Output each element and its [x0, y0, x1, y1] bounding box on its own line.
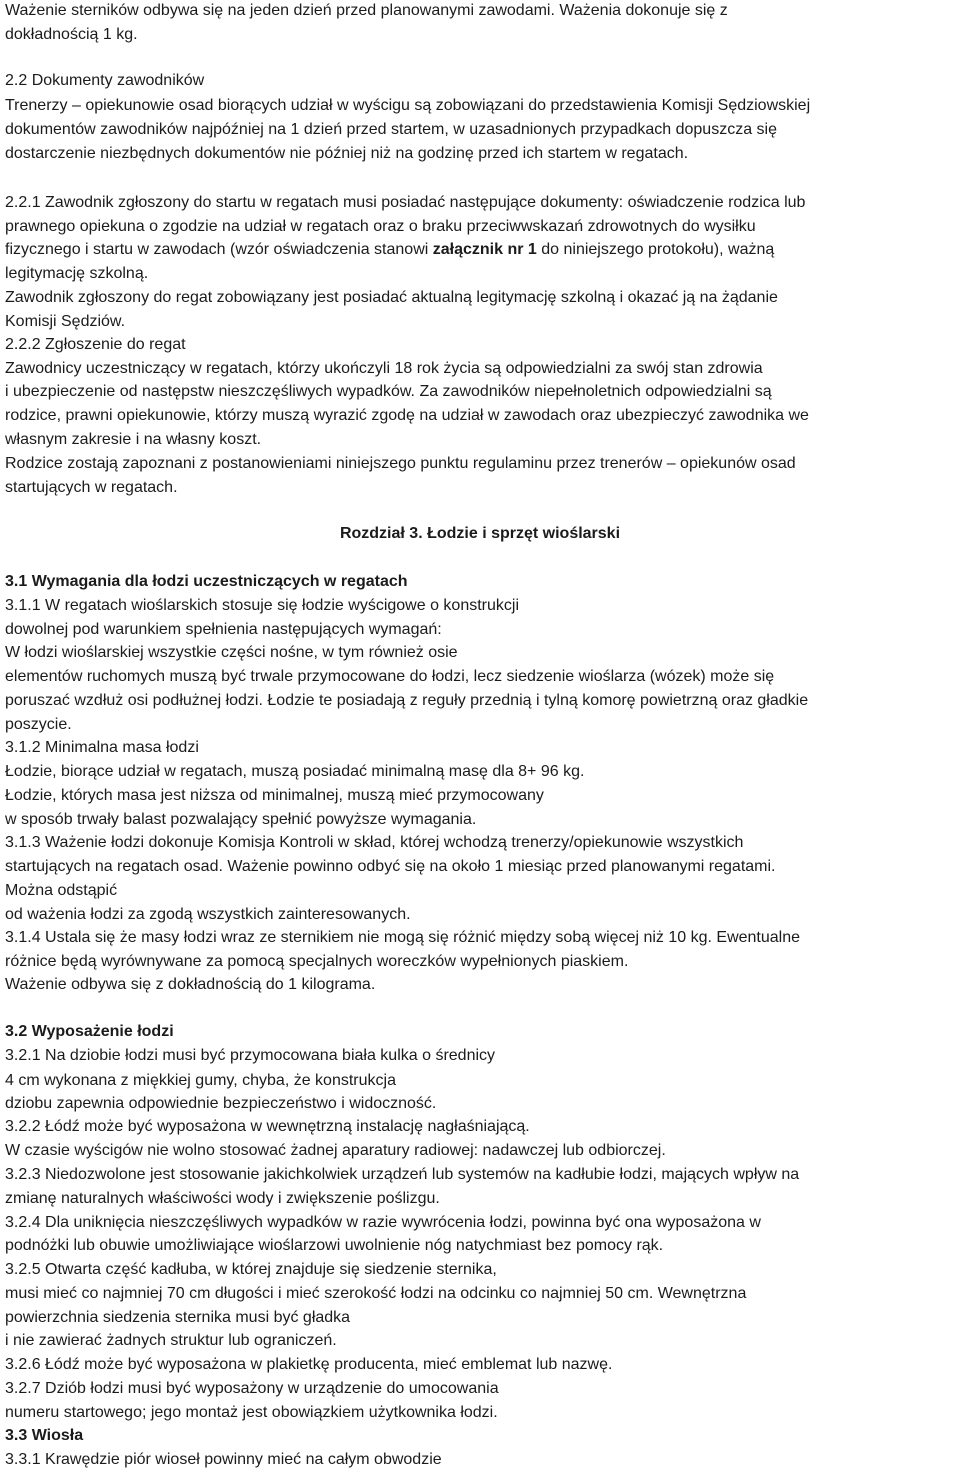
text-line: Można odstąpić — [5, 882, 118, 899]
text-line: rodzice, prawni opiekunowie, którzy muszą wyrazić zgodę na udział w zawodach oraz ubezpieczyć zawodnika we — [5, 407, 809, 424]
text-line: startujących na regatach osad. Ważenie powinno odbyć się na około 1 miesiąc przed planowanymi regatami. — [5, 858, 776, 875]
text-span: fizycznego i startu w zawodach (wzór oświadczenia stanowi — [5, 241, 433, 258]
text-line: 3.2.5 Otwarta część kadłuba, w której znajduje się siedzenie sternika, — [5, 1261, 497, 1278]
text-line: 3.1.1 W regatach wioślarskich stosuje się łodzie wyścigowe o konstrukcji — [5, 597, 519, 614]
text-line: elementów ruchomych muszą być trwale przymocowane do łodzi, lecz siedzenie wioślarza (wózek) może się — [5, 668, 775, 685]
text-line: dostarczenie niezbędnych dokumentów nie później niż na godzinę przed ich startem w regatach. — [5, 145, 689, 162]
text-line: 3.2.7 Dziób łodzi musi być wyposażony w urządzenie do umocowania — [5, 1380, 499, 1397]
text-line: numeru startowego; jego montaż jest obowiązkiem użytkownika łodzi. — [5, 1404, 498, 1421]
text-line: legitymację szkolną. — [5, 265, 149, 282]
text-line: 2.2.1 Zawodnik zgłoszony do startu w regatach musi posiadać następujące dokumenty: oświadczenie rodzica lub — [5, 194, 806, 211]
text-line: poszycie. — [5, 716, 72, 733]
text-line: Ważenie odbywa się z dokładnością do 1 kilograma. — [5, 976, 376, 993]
text-line: dziobu zapewnia odpowiednie bezpieczeństwo i widoczność. — [5, 1095, 437, 1112]
text-line: 3.2.1 Na dziobie łodzi musi być przymocowana biała kulka o średnicy — [5, 1047, 496, 1064]
text-line: 3.2.3 Niedozwolone jest stosowanie jakichkolwiek urządzeń lub systemów na kadłubie łodzi, mających wpływ na — [5, 1166, 800, 1183]
section-heading: 3.1 Wymagania dla łodzi uczestniczących w regatach — [5, 573, 408, 590]
text-line: powierzchnia siedzenia sternika musi być gładka — [5, 1309, 351, 1326]
text-line: 3.2.2 Łódź może być wyposażona w wewnętrzną instalację nagłaśniającą. — [5, 1118, 530, 1135]
text-line: Łodzie, biorące udział w regatach, muszą posiadać minimalną masę dla 8+ 96 kg. — [5, 763, 585, 780]
text-line: prawnego opiekuna o zgodzie na udział w regatach oraz o braku przeciwwskazań zdrowotnych do wysiłku — [5, 218, 756, 235]
text-line: poruszać wzdłuż osi podłużnej łodzi. Łodzie te posiadają z reguły przednią i tylną komorę powietrzną oraz gładkie — [5, 692, 809, 709]
text-line: różnice będą wyrównywane za pomocą specjalnych woreczków wypełnionych piaskiem. — [5, 953, 629, 970]
text-line: podnóżki lub obuwie umożliwiające wioślarzowi uwolnienie nóg natychmiast bez pomocy rąk. — [5, 1237, 664, 1254]
section-heading: 2.2 Dokumenty zawodników — [5, 72, 205, 89]
text-line: Trenerzy – opiekunowie osad biorących udział w wyścigu są zobowiązani do przedstawienia Komisji Sędziowskiej — [5, 97, 811, 114]
text-line: Łodzie, których masa jest niższa od minimalnej, muszą mieć przymocowany — [5, 787, 544, 804]
text-line: W łodzi wioślarskiej wszystkie części nośne, w tym również osie — [5, 644, 458, 661]
text-line: 4 cm wykonana z miękkiej gumy, chyba, że konstrukcja — [5, 1072, 396, 1089]
section-heading: 2.2.2 Zgłoszenie do regat — [5, 336, 186, 353]
section-heading: 3.3 Wiosła — [5, 1427, 84, 1444]
text-line: Komisji Sędziów. — [5, 313, 126, 330]
text-line: W czasie wyścigów nie wolno stosować żadnej aparatury radiowej: nadawczej lub odbiorczej. — [5, 1142, 666, 1159]
chapter-heading: Rozdział 3. Łodzie i sprzęt wioślarski — [339, 525, 621, 542]
text-line: i nie zawierać żadnych struktur lub ograniczeń. — [5, 1332, 337, 1349]
text-line: dowolnej pod warunkiem spełnienia następujących wymagań: — [5, 621, 442, 638]
text-line: od ważenia łodzi za zgodą wszystkich zainteresowanych. — [5, 906, 411, 923]
text-line: startujących w regatach. — [5, 479, 178, 496]
attachment-reference: załącznik nr 1 — [432, 241, 537, 258]
text-line: własnym zakresie i na własny koszt. — [5, 431, 262, 448]
text-line: 3.3.1 Krawędzie piór wioseł powinny mieć na całym obwodzie — [5, 1451, 442, 1468]
text-line: zmianę naturalnych właściwości wody i zwiększenie poślizgu. — [5, 1190, 440, 1207]
text-line: w sposób trwały balast pozwalający spełnić powyższe wymagania. — [5, 811, 477, 828]
text-line: 3.2.6 Łódź może być wyposażona w plakietkę producenta, mieć emblemat lub nazwę. — [5, 1356, 613, 1373]
section-heading: 3.2 Wyposażenie łodzi — [5, 1023, 174, 1040]
text-line: Zawodnicy uczestniczący w regatach, którzy ukończyli 18 rok życia są odpowiedzialni za swój stan zdrowia — [5, 360, 763, 377]
text-line: Zawodnik zgłoszony do regat zobowiązany jest posiadać aktualną legitymację szkolną i okazać ją na żądanie — [5, 289, 778, 306]
text-span: do niniejszego protokołu), ważną — [536, 241, 775, 258]
text-line: Rodzice zostają zapoznani z postanowieniami niniejszego punktu regulaminu przez trenerów – opiekunów osad — [5, 455, 796, 472]
text-line: 3.2.4 Dla uniknięcia nieszczęśliwych wypadków w razie wywrócenia łodzi, powinna być ona wyposażona w — [5, 1214, 761, 1231]
section-heading: 3.1.2 Minimalna masa łodzi — [5, 739, 199, 756]
text-line: Ważenie sterników odbywa się na jeden dzień przed planowanymi zawodami. Ważenia dokonuje się z — [5, 2, 728, 19]
text-line: dokładnością 1 kg. — [5, 26, 138, 43]
text-line: musi mieć co najmniej 70 cm długości i mieć szerokość łodzi na odcinku co najmniej 50 cm. Wewnętrzna — [5, 1285, 747, 1302]
text-line: i ubezpieczenie od następstw nieszczęśliwych wypadków. Za zawodników niepełnoletnich odpowiedzialni są — [5, 383, 772, 400]
text-line: 3.1.4 Ustala się że masy łodzi wraz ze sternikiem nie mogą się różnić między sobą więcej niż 10 kg. Ewentualne — [5, 929, 801, 946]
text-line — [5, 240, 774, 259]
text-line: 3.1.3 Ważenie łodzi dokonuje Komisja Kontroli w skład, której wchodzą trenerzy/opiekunowie wszystkich — [5, 834, 744, 851]
text-line: dokumentów zawodników najpóźniej na 1 dzień przed startem, w uzasadnionych przypadkach dopuszcza się — [5, 121, 777, 138]
